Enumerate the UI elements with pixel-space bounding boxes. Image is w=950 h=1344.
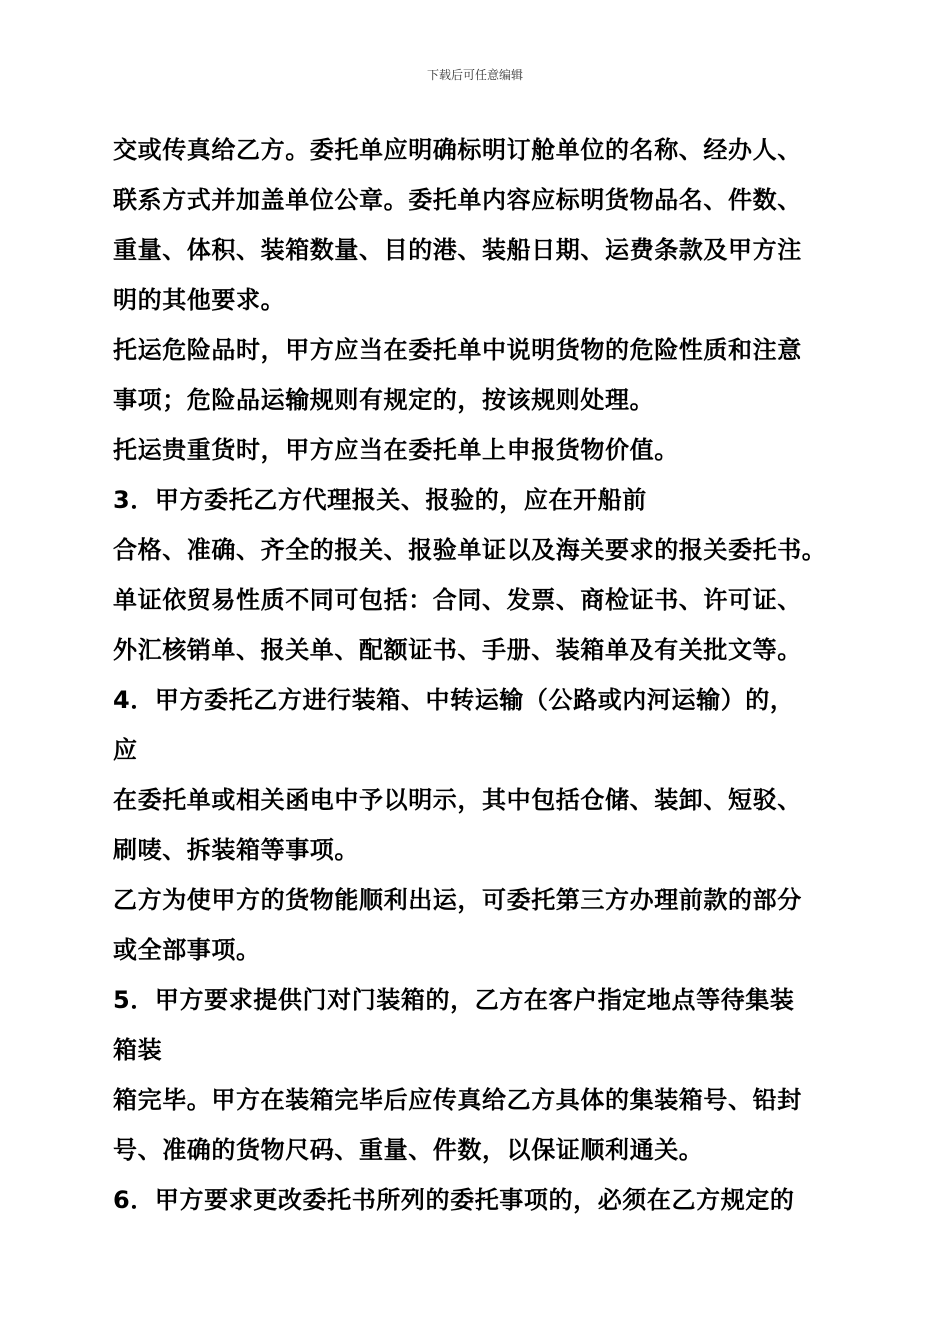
text-line: 在委托单或相关函电中予以明示，其中包括仓储、装卸、短驳、 xyxy=(113,786,802,814)
text-line: 联系方式并加盖单位公章。委托单内容应标明货物品名、件数、 xyxy=(113,186,802,214)
text-line: 交或传真给乙方。委托单应明确标明订舱单位的名称、经办人、 xyxy=(113,136,802,164)
text-line: 重量、体积、装箱数量、目的港、装船日期、运费条款及甲方注 xyxy=(113,236,802,264)
document-body xyxy=(113,125,853,1225)
text-line: 号、准确的货物尺码、重量、件数，以保证顺利通关。 xyxy=(113,1136,704,1164)
text-line: 刷唛、拆装箱等事项。 xyxy=(113,836,359,864)
text-line: 乙方为使甲方的货物能顺利出运，可委托第三方办理前款的部分 xyxy=(113,886,802,914)
text-line: 外汇核销单、报关单、配额证书、手册、装箱单及有关批文等。 xyxy=(113,636,802,664)
text-line: 单证依贸易性质不同可包括：合同、发票、商检证书、许可证、 xyxy=(113,586,802,614)
section-6-heading: 6．甲方要求更改委托书所列的委托事项的，必须在乙方规定的 xyxy=(113,1186,795,1214)
text-line: 箱完毕。甲方在装箱完毕后应传真给乙方具体的集装箱号、铅封 xyxy=(113,1086,802,1114)
text-line: 应 xyxy=(113,736,138,764)
header-note: 下载后可任意编辑 xyxy=(426,68,523,82)
section-5-heading: 5．甲方要求提供门对门装箱的，乙方在客户指定地点等待集装 xyxy=(113,986,795,1014)
text-line: 托运贵重货时，甲方应当在委托单上申报货物价值。 xyxy=(113,436,679,464)
text-line: 明的其他要求。 xyxy=(113,286,286,314)
text-line: 或全部事项。 xyxy=(113,936,261,964)
section-3-heading: 3．甲方委托乙方代理报关、报验的，应在开船前 xyxy=(113,486,647,514)
section-4-heading: 4．甲方委托乙方进行装箱、中转运输（公路或内河运输）的， xyxy=(113,686,795,714)
text-line: 箱装 xyxy=(113,1036,163,1064)
text-line: 托运危险品时，甲方应当在委托单中说明货物的危险性质和注意 xyxy=(113,336,802,364)
text-line: 合格、准确、齐全的报关、报验单证以及海关要求的报关委托书。 xyxy=(113,536,827,564)
text-line: 事项；危险品运输规则有规定的，按该规则处理。 xyxy=(113,386,655,414)
